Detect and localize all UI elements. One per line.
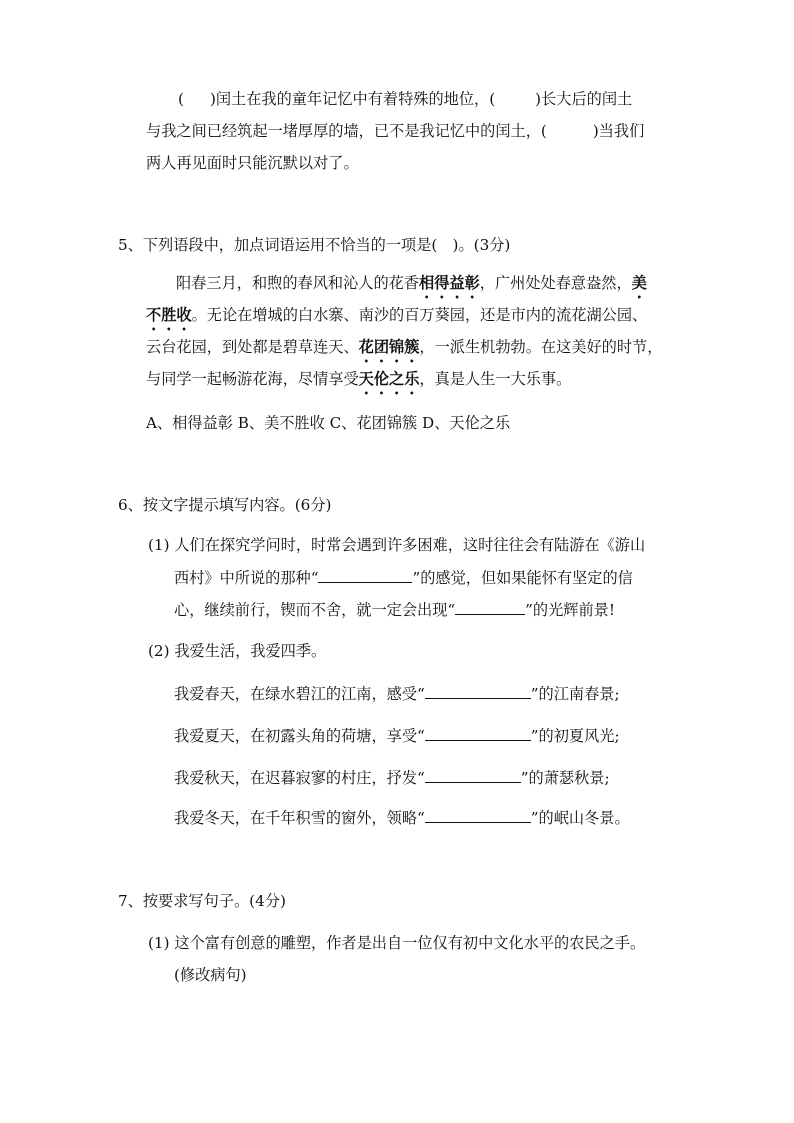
line-text: )闰土在我的童年记忆中有着特殊的地位，(: [209, 90, 496, 108]
line-text: ”的初夏风光;: [530, 727, 620, 745]
q7-s1-line: (1) 这个富有创意的雕塑，作者是出自一位仅有初中文化水平的农民之手。: [148, 934, 646, 952]
q5-para-line-1: [176, 272, 647, 302]
line-text: 心，继续前行，锲而不舍，就一定会出现“: [174, 601, 456, 619]
para-text: ，真是人生一大乐事。: [419, 370, 572, 388]
line-text: 我爱夏天，在初露头角的荷塘，享受“: [174, 727, 425, 745]
fill-blank-spring[interactable]: [425, 682, 531, 699]
line-text: ”的江南春景;: [530, 685, 620, 703]
line-text: )长大后的闰土: [535, 90, 633, 108]
intro-line-1: [178, 88, 632, 110]
q5-para-line-2: [146, 304, 647, 334]
line-text: 我爱秋天，在迟暮寂寥的村庄，抒发“: [174, 769, 425, 787]
line-text: 我爱冬天，在千年积雪的窗外，领略“: [174, 809, 425, 827]
q5-para-line-4: [146, 368, 571, 398]
fill-blank-autumn[interactable]: [425, 766, 521, 783]
para-text: 与同学一起畅游花海，尽情享受: [146, 370, 359, 388]
q7-heading: 7、按要求写句子。(4分): [118, 892, 286, 910]
q6-summer-line: [174, 724, 620, 747]
line-text: 我爱春天，在绿水碧江的江南，感受“: [174, 685, 425, 703]
q6-s1-line-3: [174, 598, 615, 621]
para-text: 云台花园，到处都是碧草连天、: [146, 338, 359, 356]
q6-s2-intro: (2) 我爱生活，我爱四季。: [148, 642, 327, 660]
para-text: 阳春三月，和煦的春风和沁人的花香: [176, 274, 419, 292]
q5-para-line-3: [146, 336, 662, 366]
fill-blank-poem-2[interactable]: [455, 598, 525, 615]
q5-heading: 5、下列语段中，加点词语运用不恰当的一项是( )。(3分): [118, 236, 511, 254]
dotted-word-2a: 美: [631, 274, 647, 292]
intro-line-3: 两人再见面时只能沉默以对了。: [146, 154, 359, 172]
line-text: 西村》中所说的那种“: [174, 569, 319, 587]
q6-heading: 6、按文字提示填写内容。(6分): [118, 496, 332, 514]
para-text: 。无论在增城的白水寨、南沙的百万葵园，还是市内的流花湖公园、: [191, 306, 648, 324]
paren-open-1: (: [178, 90, 184, 108]
dotted-word-2b: 不胜收: [146, 306, 192, 324]
dotted-word-1: 相得益彰: [419, 274, 480, 292]
q6-s1-line-1: (1) 人们在探究学问时，时常会遇到许多困难，这时往往会有陆游在《游山: [148, 536, 646, 554]
q5-options: A、相得益彰 B、美不胜收 C、花团锦簇 D、天伦之乐: [146, 414, 511, 432]
fill-blank-summer[interactable]: [425, 724, 531, 741]
q6-autumn-line: [174, 766, 610, 789]
para-text: ，广州处处春意盎然，: [479, 274, 632, 292]
line-text: )当我们: [592, 122, 645, 140]
para-text: ，一派生机勃勃。在这美好的时节，: [419, 338, 663, 356]
q6-spring-line: [174, 682, 620, 705]
intro-line-2: [146, 120, 644, 142]
line-text: 与我之间已经筑起一堵厚厚的墙，已不是我记忆中的闰土，(: [146, 122, 547, 140]
line-text: ”的光辉前景!: [525, 601, 615, 619]
line-text: ”的萧瑟秋景;: [520, 769, 610, 787]
fill-blank-poem-1[interactable]: [318, 566, 412, 583]
line-text: ”的岷山冬景。: [530, 809, 630, 827]
dotted-word-4: 天伦之乐: [358, 370, 420, 388]
dotted-word-3: 花团锦簇: [358, 338, 420, 356]
q6-s1-line-2: [174, 566, 633, 589]
q6-winter-line: [174, 806, 630, 829]
fill-blank-winter[interactable]: [425, 806, 531, 823]
q7-s1-note: (修改病句): [174, 966, 247, 984]
line-text: ”的感觉，但如果能怀有坚定的信: [412, 569, 633, 587]
